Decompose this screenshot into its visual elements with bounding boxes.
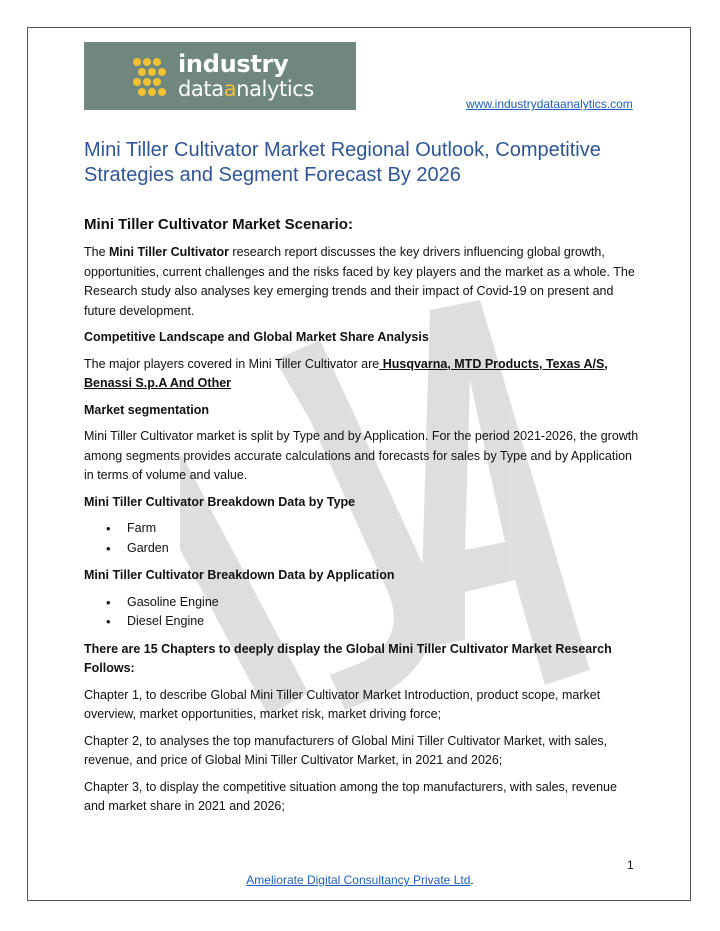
by-type-heading: Mini Tiller Cultivator Breakdown Data by Type (84, 494, 356, 509)
industry-data-analytics-logo (84, 42, 356, 110)
logo-text-industry: industry (178, 50, 289, 78)
chapter-paragraph: Chapter 3, to display the competitive situation among the top manufacturers, with sales, revenue and market share in 2021 and 2026; (84, 779, 617, 813)
type-list (84, 519, 640, 558)
chapters-heading: There are 15 Chapters to deeply display the Global Mini Tiller Cultivator Market Research Follows: (84, 641, 612, 675)
segmentation-paragraph: Mini Tiller Cultivator market is split by Type and by Application. For the period 2021-2026, the growth among segments provides accurate calculations and forecasts for sales by Type and by Application in terms of volume and value. (84, 429, 639, 482)
players-paragraph: The major players covered in Mini Tiller Cultivator are Husqvarna, MTD Products, Texas A/S, Benassi S.p.A And Other (84, 356, 608, 390)
page-number: 1 (627, 858, 634, 872)
logo-text-dataanalytics: dataanalytics (178, 77, 314, 101)
by-application-heading: Mini Tiller Cultivator Breakdown Data by Application (84, 568, 395, 582)
competitive-heading: Competitive Landscape and Global Market Share Analysis (84, 330, 429, 344)
footer: Ameliorate Digital Consultancy Private Ltd. (246, 873, 474, 887)
document-title: Mini Tiller Cultivator Market Regional Outlook, Competitive Strategies and Segment Forecast By 2026 (84, 139, 601, 186)
scenario-heading: Mini Tiller Cultivator Market Scenario: (84, 216, 353, 233)
players-list: Husqvarna, MTD Products, Texas A/S, Benassi S.p.A And Other (84, 356, 608, 390)
logo-dots-icon (132, 57, 172, 97)
segmentation-heading: Market segmentation (84, 402, 210, 417)
document-body (84, 214, 640, 824)
list-item: • Diesel Engine (127, 612, 640, 632)
scenario-paragraph: The Mini Tiller Cultivator research report discusses the key drivers influencing global growth, opportunities, current challenges and the risks faced by key players and the market as a whole. The Research study also analyses key emerging trends and their impact of Covid-19 on present and future development. (84, 245, 635, 318)
list-item: • Farm (127, 519, 640, 539)
chapter-paragraph: Chapter 1, to describe Global Mini Tiller Cultivator Market Introduction, product scope, market overview, market opportunities, market risk, market driving force; (84, 687, 601, 721)
company-link[interactable]: Ameliorate Digital Consultancy Private Ltd (246, 873, 471, 887)
website-link[interactable]: www.industrydataanalytics.com (466, 97, 633, 111)
list-item: • Garden (127, 539, 640, 559)
chapter-paragraph: Chapter 2, to analyses the top manufacturers of Global Mini Tiller Cultivator Market, with sales, revenue, and price of Global Mini Tiller Cultivator Market, in 2021 and 2026; (84, 733, 608, 767)
list-item: • Gasoline Engine (127, 593, 640, 613)
application-list (84, 593, 640, 632)
